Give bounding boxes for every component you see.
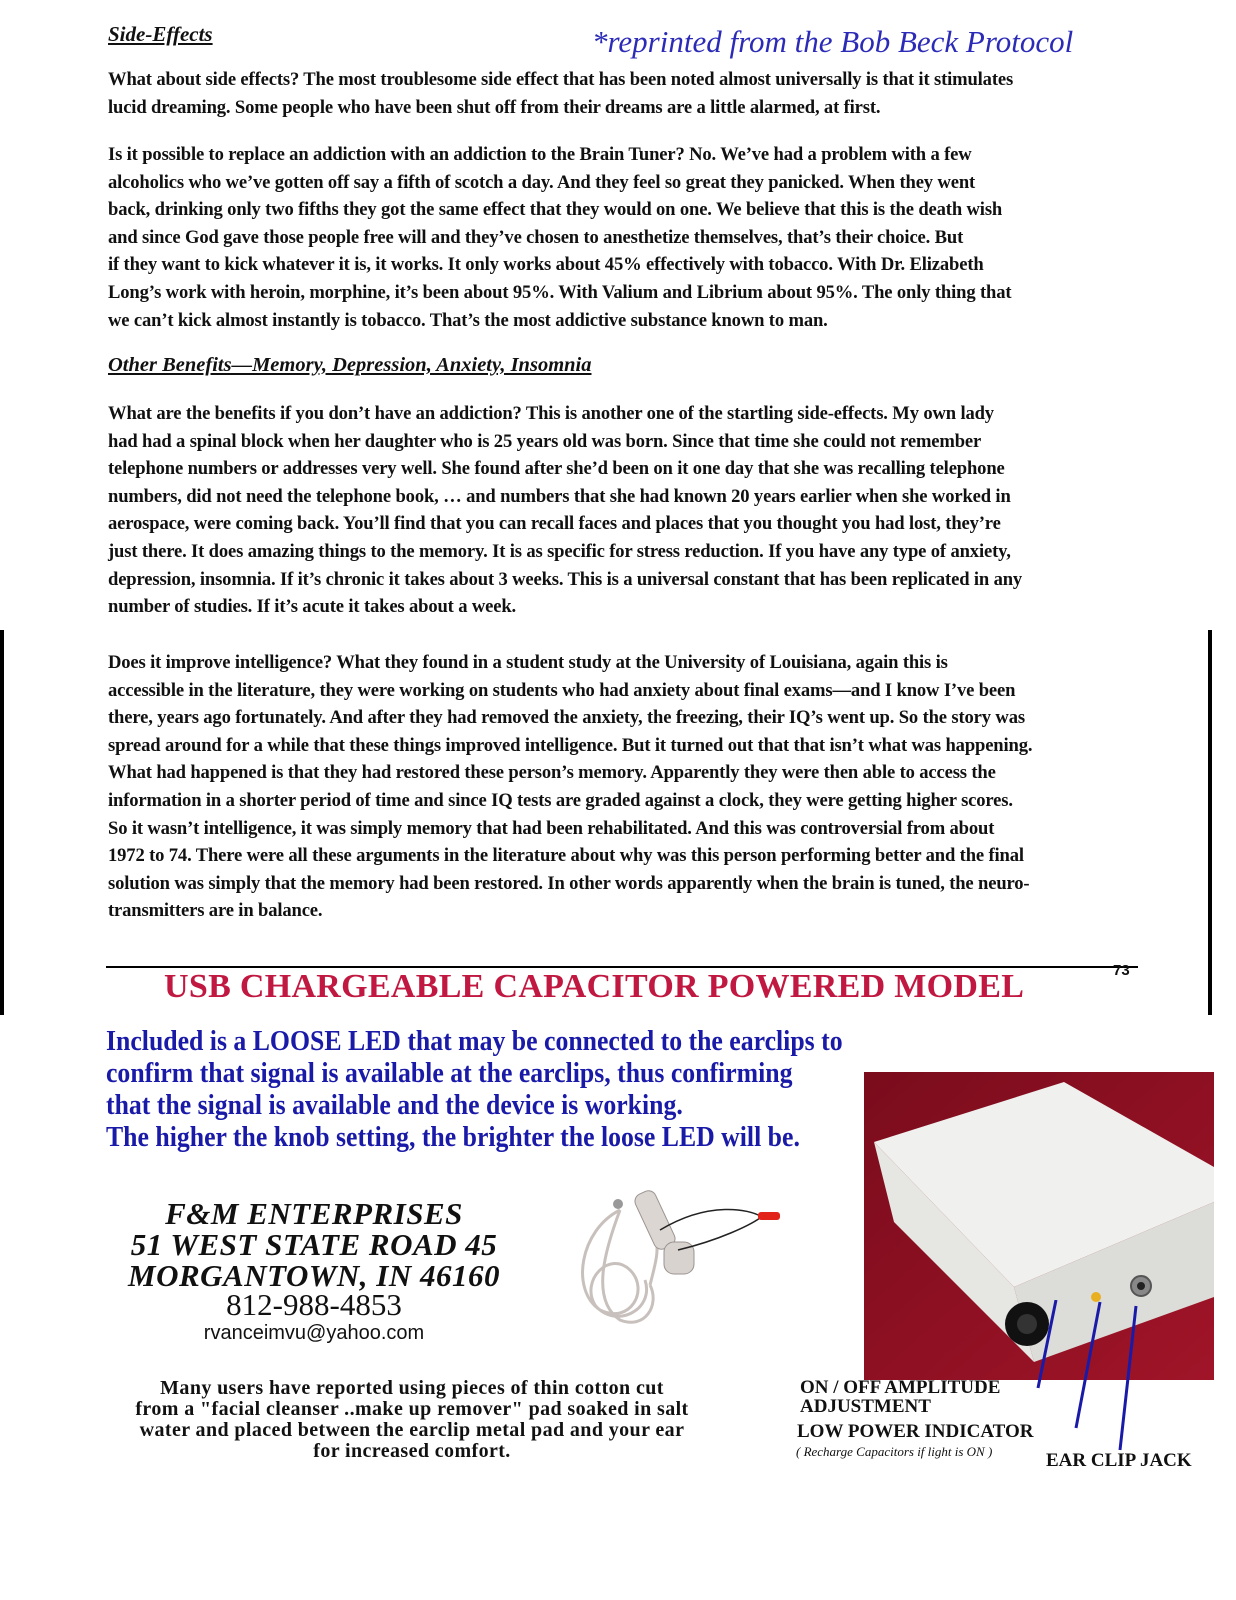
right-edge-bar [1208,630,1212,1015]
text-line: back, drinking only two fifths they got the same effect that they would on one. We believe that this is the death wish [108,199,1003,221]
side-effects-heading: Side-Effects [108,22,213,46]
text-line: Does it improve intelligence? What they found in a student study at the University of Louisiana, again this is [108,652,948,673]
text-line: had had a spinal block when her daughter who is 25 years old was born. Since that time she could not remember [108,430,982,452]
benefits-paragraph-2 [108,649,1168,925]
left-edge-bar [0,630,4,1015]
loose-led [758,1212,780,1220]
company-phone: 812-988-4853 [226,1287,402,1322]
text-line: Long’s work with heroin, morphine, it’s been about 95%. With Valium and Librium about 95%. The only thing that [108,281,1012,303]
text-line: aerospace, were coming back. You’ll find that you can recall faces and places that you thought you had lost, they’re [108,513,1001,535]
text-line: 1972 to 74. There were all these arguments in the literature about why was this person performing better and the final [108,845,1024,867]
company-city: MORGANTOWN, IN 46160 [128,1258,500,1293]
text-line: accessible in the literature, they were working on students who had anxiety about final exams—and I know I’ve been [108,679,1016,701]
plug-tip [613,1199,623,1209]
text-line: spread around for a while that these things improved intelligence. But it turned out that that isn’t what was happening. [108,734,1033,756]
text-line: alcoholics who we’ve gotten off say a fifth of scotch a day. And they feel so great they panicked. When they went [108,171,976,193]
tip-line: water and placed between the earclip metal pad and your ear [139,1419,685,1441]
text-line: depression, insomnia. If it’s chronic it takes about 3 weeks. This is a universal constant that has been replicated in any [108,568,1023,590]
amplitude-label-line2: ADJUSTMENT [800,1396,931,1417]
note-line: The higher the knob setting, the brighter the loose LED will be. [106,1122,800,1153]
company-email: rvanceimvu@yahoo.com [203,1322,425,1344]
text-line: there, years ago fortunately. And after they had removed the anxiety, the freezing, their IQ’s went up. So the story was [108,707,1025,729]
reprint-note: *reprinted from the Bob Beck Protocol [592,24,1074,59]
led-note [106,1026,843,1154]
tip-line: from a "facial cleanser ..make up remover" pad soaked in salt [135,1398,689,1420]
ear-clip-cable-image [560,1180,810,1330]
text-line: we can’t kick almost instantly is tobacco. That’s the most addictive substance known to man. [108,309,828,331]
side-effects-paragraph-2 [108,141,1168,334]
text-line: number of studies. If it’s acute it takes about a week. [108,596,517,618]
amplitude-label-line1: ON / OFF AMPLITUDE [800,1377,1001,1398]
text-line: transmitters are in balance. [108,900,323,922]
note-line: that the signal is available and the device is working. [106,1090,683,1121]
text-line: lucid dreaming. Some people who have been shut off from their dreams are a little alarmed, at first. [108,96,881,118]
text-line: What had happened is that they had restored these person’s memory. Apparently they were then able to access the [108,762,996,784]
text-line: Is it possible to replace an addiction with an addiction to the Brain Tuner? No. We’ve had a problem with a few [108,144,972,165]
pointer-lines [1020,1300,1150,1460]
company-name: F&M ENTERPRISES [165,1196,463,1231]
text-line: and since God gave those people free will and they’ve chosen to anesthetize themselves, that’s their choice. But [108,226,964,248]
ear-clip-jack-label: EAR CLIP JACK [1046,1450,1192,1471]
text-line: numbers, did not need the telephone book, … and numbers that she had known 20 years earlier when she worked in [108,485,1011,507]
side-effects-paragraph-1 [108,66,1168,121]
text-line: telephone numbers or addresses very well. She found after she’d been on it one day that she was recalling telephone [108,458,1005,480]
page-number: 73 [1113,962,1130,979]
tip-line: for increased comfort. [313,1440,511,1462]
text-line: information in a shorter period of time and since IQ tests are graded against a clock, they were getting higher scores. [108,789,1013,811]
note-line: confirm that signal is available at the earclips, thus confirming [106,1058,793,1089]
text-line: just there. It does amazing things to the memory. It is as specific for stress reduction. If you have any type of anxiety, [108,540,1011,562]
text-line: What about side effects? The most troublesome side effect that has been noted almost universally is that it stimulates [108,69,1014,90]
company-address [84,1198,544,1291]
text-line: if they want to kick whatever it is, it works. It only works about 45% effectively with tobacco. With Dr. Elizabeth [108,254,984,276]
note-line: Included is a LOOSE LED that may be connected to the earclips to [106,1026,843,1057]
comfort-tip [72,1378,752,1462]
tip-line: Many users have reported using pieces of thin cotton cut [160,1377,664,1399]
benefits-heading: Other Benefits—Memory, Depression, Anxiety, Insomnia [108,354,592,376]
amplitude-label [800,1378,1000,1416]
text-line: solution was simply that the memory had been restored. In other words apparently when the brain is tuned, the neuro- [108,872,1030,894]
benefits-paragraph-1 [108,400,1168,621]
recharge-note: ( Recharge Capacitors if light is ON ) [796,1444,993,1459]
low-power-label: LOW POWER INDICATOR [797,1421,1034,1442]
text-line: So it wasn’t intelligence, it was simply memory that had been rehabilitated. And this was controversial from about [108,817,995,839]
text-line: What are the benefits if you don’t have an addiction? This is another one of the startling side-effects. My own lady [108,403,994,424]
company-street: 51 WEST STATE ROAD 45 [130,1227,498,1262]
product-title: USB CHARGEABLE CAPACITOR POWERED MODEL [164,968,1025,1005]
